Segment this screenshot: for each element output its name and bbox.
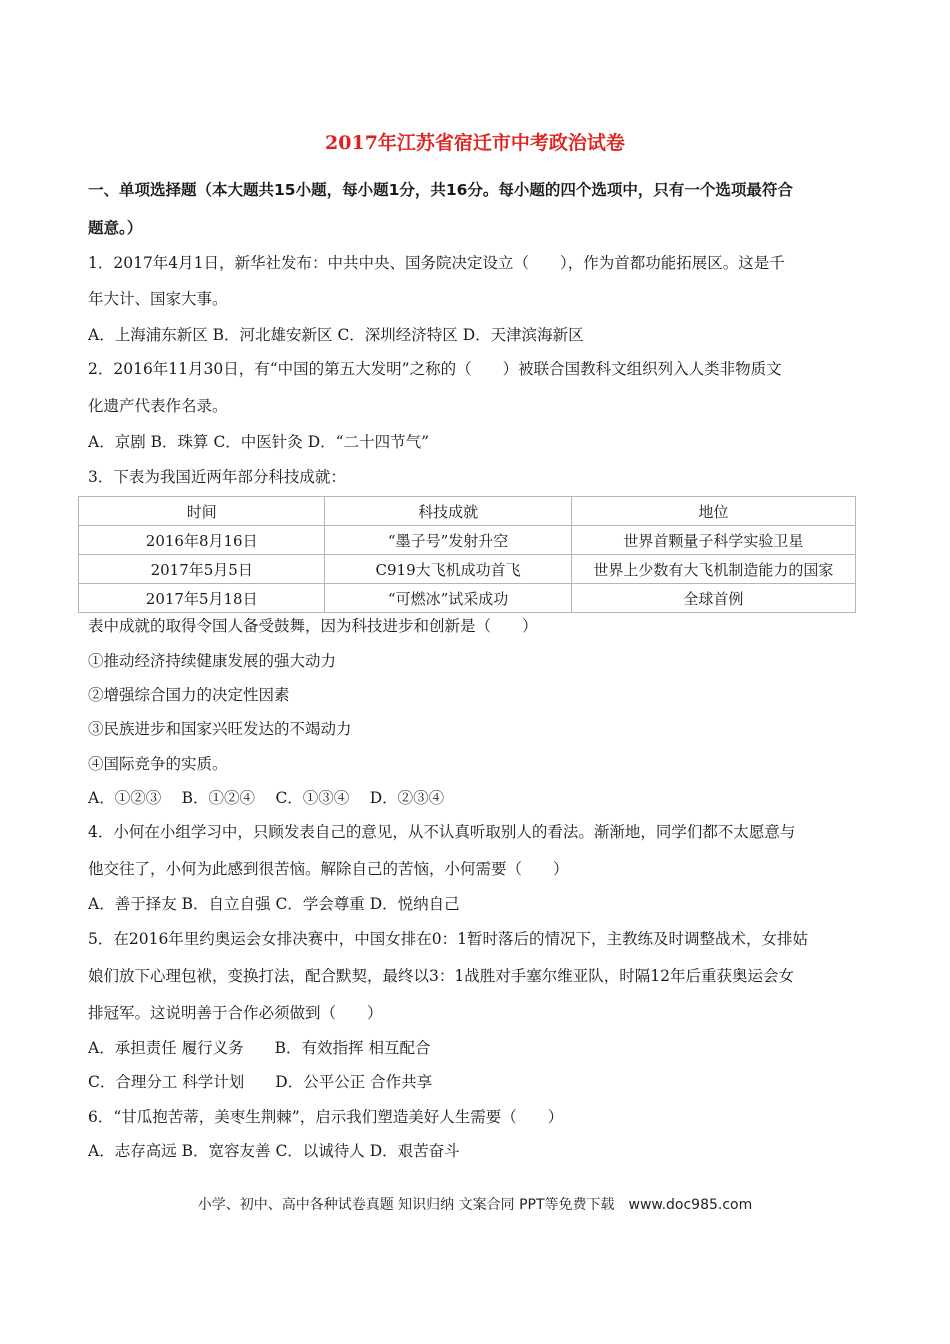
q3-stem: 表中成就的取得令国人备受鼓舞，因为科技进步和创新是（ ） [88,617,538,635]
q6-line1: 6．“甘瓜抱苦蒂，美枣生荆棘”，启示我们塑造美好人生需要（ ） [88,1108,564,1126]
q3-item: ④国际竞争的实质。 [88,755,228,773]
q5-line2: 娘们放下心理包袱，变换打法，配合默契，最终以3：1战胜对手塞尔维亚队，时隔12年后重获奥运会女 [88,967,794,985]
q5-options-2: C．合理分工 科学计划 D．公平公正 合作共享 [88,1073,433,1091]
table-header-cell: 地位 [571,497,855,526]
table-header-cell: 科技成就 [325,497,571,526]
q4-options: A．善于择友 B．自立自强 C．学会尊重 D．悦纳自己 [88,895,460,913]
table-header-cell: 时间 [79,497,325,526]
section-heading-line1: 一、单项选择题（本大题共15小题，每小题1分，共16分。每小题的四个选项中，只有一个选项最符合 [88,181,793,199]
section-heading-line2: 题意。） [88,219,143,237]
q4-line2: 他交往了，小何为此感到很苦恼。解除自己的苦恼，小何需要（ ） [88,860,569,878]
achievements-table [78,496,856,613]
q5-options-1: A．承担责任 履行义务 B．有效指挥 相互配合 [88,1039,431,1057]
table-cell: 2016年8月16日 [79,526,325,555]
q1-options: A．上海浦东新区 B．河北雄安新区 C．深圳经济特区 D．天津滨海新区 [88,326,584,344]
table-cell: 2017年5月18日 [79,584,325,613]
q3-line1: 3．下表为我国近两年部分科技成就： [88,468,346,486]
q5-line1: 5．在2016年里约奥运会女排决赛中，中国女排在0：1暂时落后的情况下，主教练及时调整战术，女排姑 [88,930,809,948]
q3-options: A．①②③ B．①②④ C．①③④ D．②③④ [88,789,445,807]
q2-line1: 2．2016年11月30日，有“中国的第五大发明”之称的（ ）被联合国教科文组织列入人类非物质文 [88,360,782,378]
footer-text: 小学、初中、高中各种试卷真题 知识归纳 文案合同 PPT等免费下载 www.doc985.com [197,1197,753,1213]
q6-options: A．志存高远 B．宽容友善 C．以诚待人 D．艰苦奋斗 [88,1142,460,1160]
q1-line1: 1．2017年4月1日，新华社发布：中共中央、国务院决定设立（ ），作为首都功能拓展区。这是千 [88,254,785,272]
table-row [79,584,856,613]
table-header-row [79,497,856,526]
q2-line2: 化遗产代表作名录。 [88,397,228,415]
table-cell: 世界上少数有大飞机制造能力的国家 [571,555,855,584]
table-cell: 世界首颗量子科学实验卫星 [571,526,855,555]
table-cell: 全球首例 [571,584,855,613]
table-cell: “墨子号”发射升空 [325,526,571,555]
q3-item: ①推动经济持续健康发展的强大动力 [88,652,337,670]
q3-item: ③民族进步和国家兴旺发达的不竭动力 [88,720,352,738]
q1-line2: 年大计、国家大事。 [88,290,228,308]
table-cell: “可燃冰”试采成功 [325,584,571,613]
table-cell: C919大飞机成功首飞 [325,555,571,584]
q4-line1: 4．小何在小组学习中，只顾发表自己的意见，从不认真听取别人的看法。渐渐地，同学们都不太愿意与 [88,823,796,841]
q2-options: A．京剧 B．珠算 C．中医针灸 D．“二十四节气” [88,433,430,451]
q5-line3: 排冠军。这说明善于合作必须做到（ ） [88,1004,383,1022]
page-title: 2017年江苏省宿迁市中考政治试卷 [325,132,625,154]
table-row [79,555,856,584]
table-cell: 2017年5月5日 [79,555,325,584]
q3-item: ②增强综合国力的决定性因素 [88,686,290,704]
table-row [79,526,856,555]
